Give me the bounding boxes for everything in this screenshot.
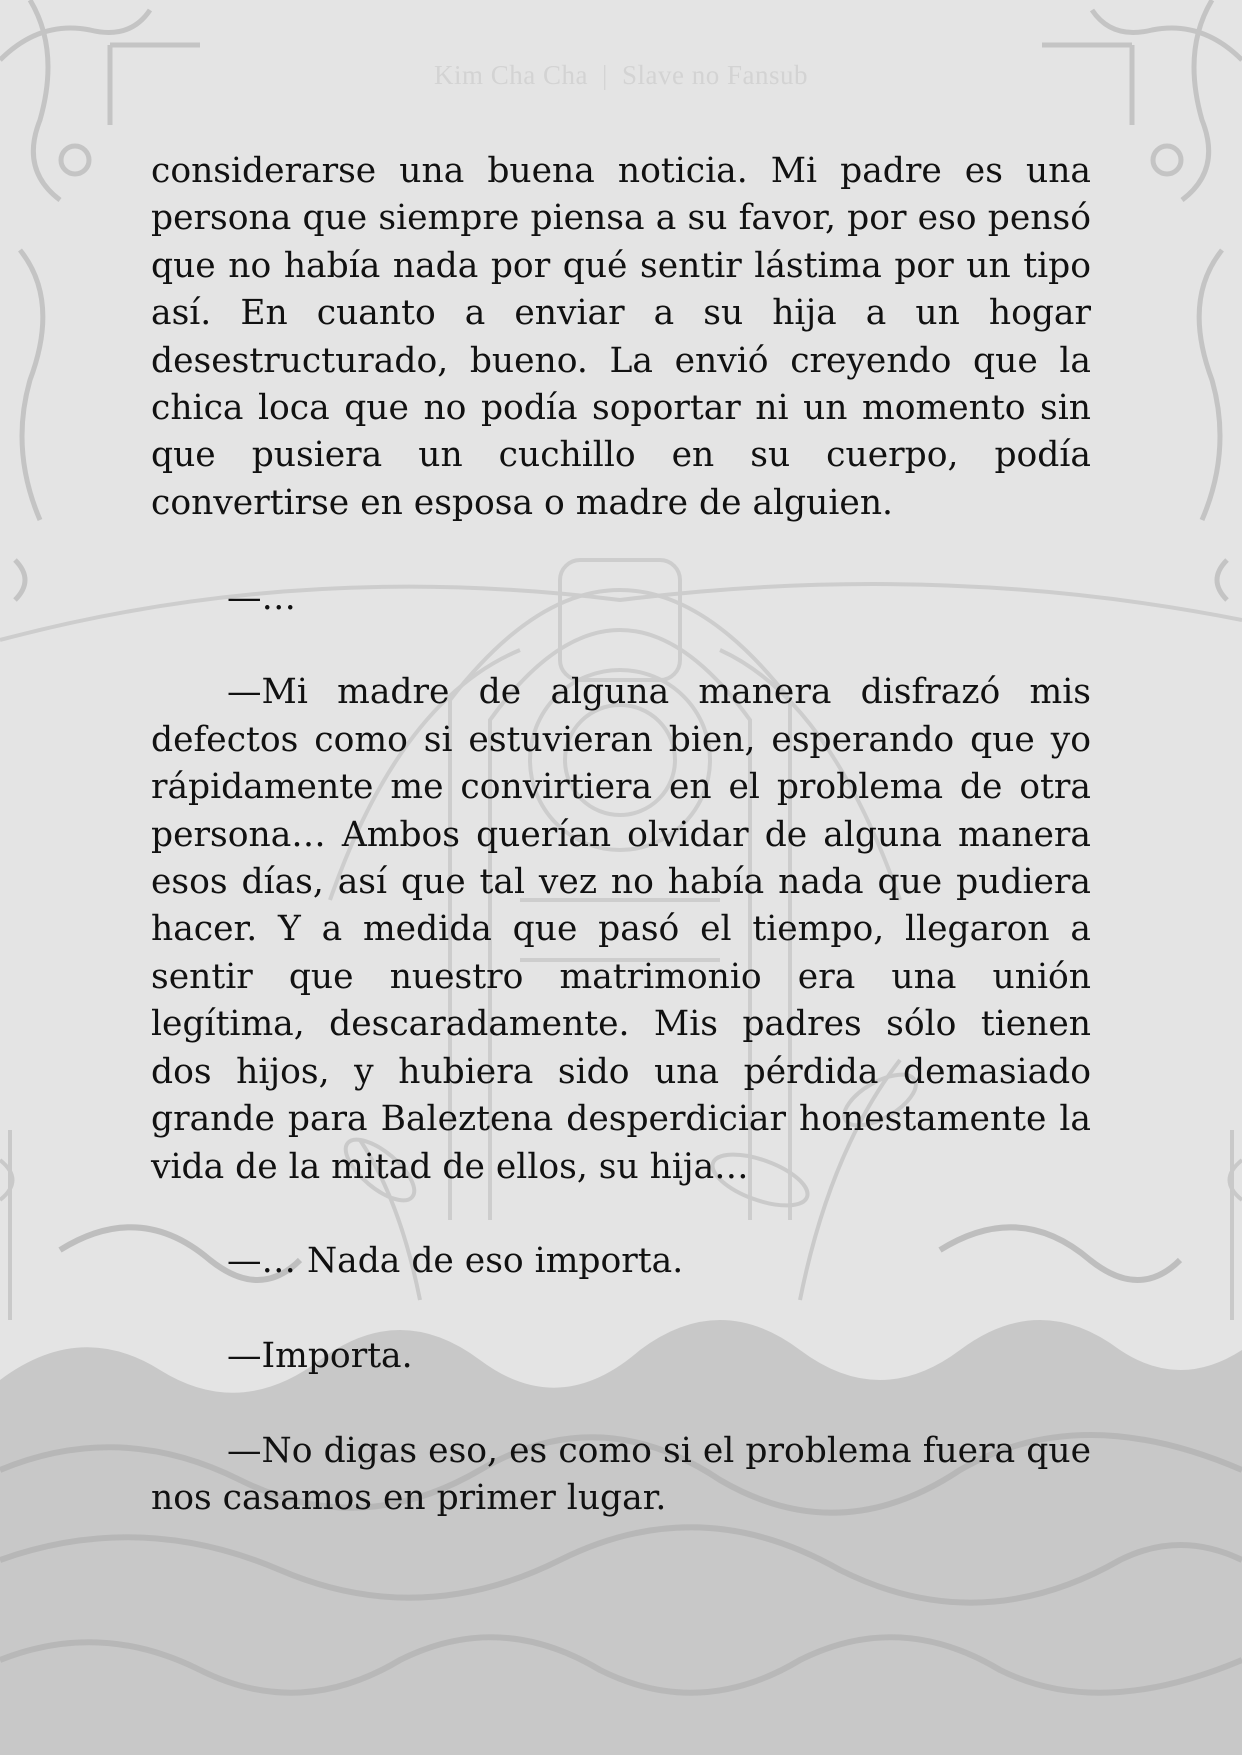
paragraph: —… Nada de eso importa. xyxy=(227,1241,684,1282)
paragraph: —No digas eso, es como si el problema fuera que nos casamos en primer lugar. xyxy=(151,1430,1091,1519)
paragraph: —Mi madre de alguna manera disfrazó mis defectos como si estuvieran bien, esperando que yo rápidamente me convirtiera en el problema de otra persona… Ambos querían olvidar de alguna manera esos días, así que tal vez no había nada que pudiera hacer. Y a medida que pasó el tiempo, llegaron a sentir que nuestro matrimonio era una unión legítima, descaradamente. Mis padres sólo tienen dos hijos, y hubiera sido una pérdida demasiado grande para Baleztena desperdiciar honestamente la vida de la mitad de ellos, su hija… xyxy=(151,672,1091,1187)
paragraph: —Importa. xyxy=(227,1336,413,1377)
paragraph: —… xyxy=(227,577,296,618)
header-left: Kim Cha Cha xyxy=(434,60,589,90)
header-right: Slave no Fansub xyxy=(621,60,808,90)
page-body xyxy=(151,148,1091,1523)
header-separator: | xyxy=(602,60,608,90)
running-header xyxy=(0,60,1242,91)
paragraph: considerarse una buena noticia. Mi padre es una persona que siempre piensa a su favor, por eso pensó que no había nada por qué sentir lástima por un tipo así. En cuanto a enviar a su hija a un hogar desestructurado, bueno. La envió creyendo que la chica loca que no podía soportar ni un momento sin que pusiera un cuchillo en su cuerpo, podía convertirse en esposa o madre de alguien. xyxy=(151,151,1091,523)
